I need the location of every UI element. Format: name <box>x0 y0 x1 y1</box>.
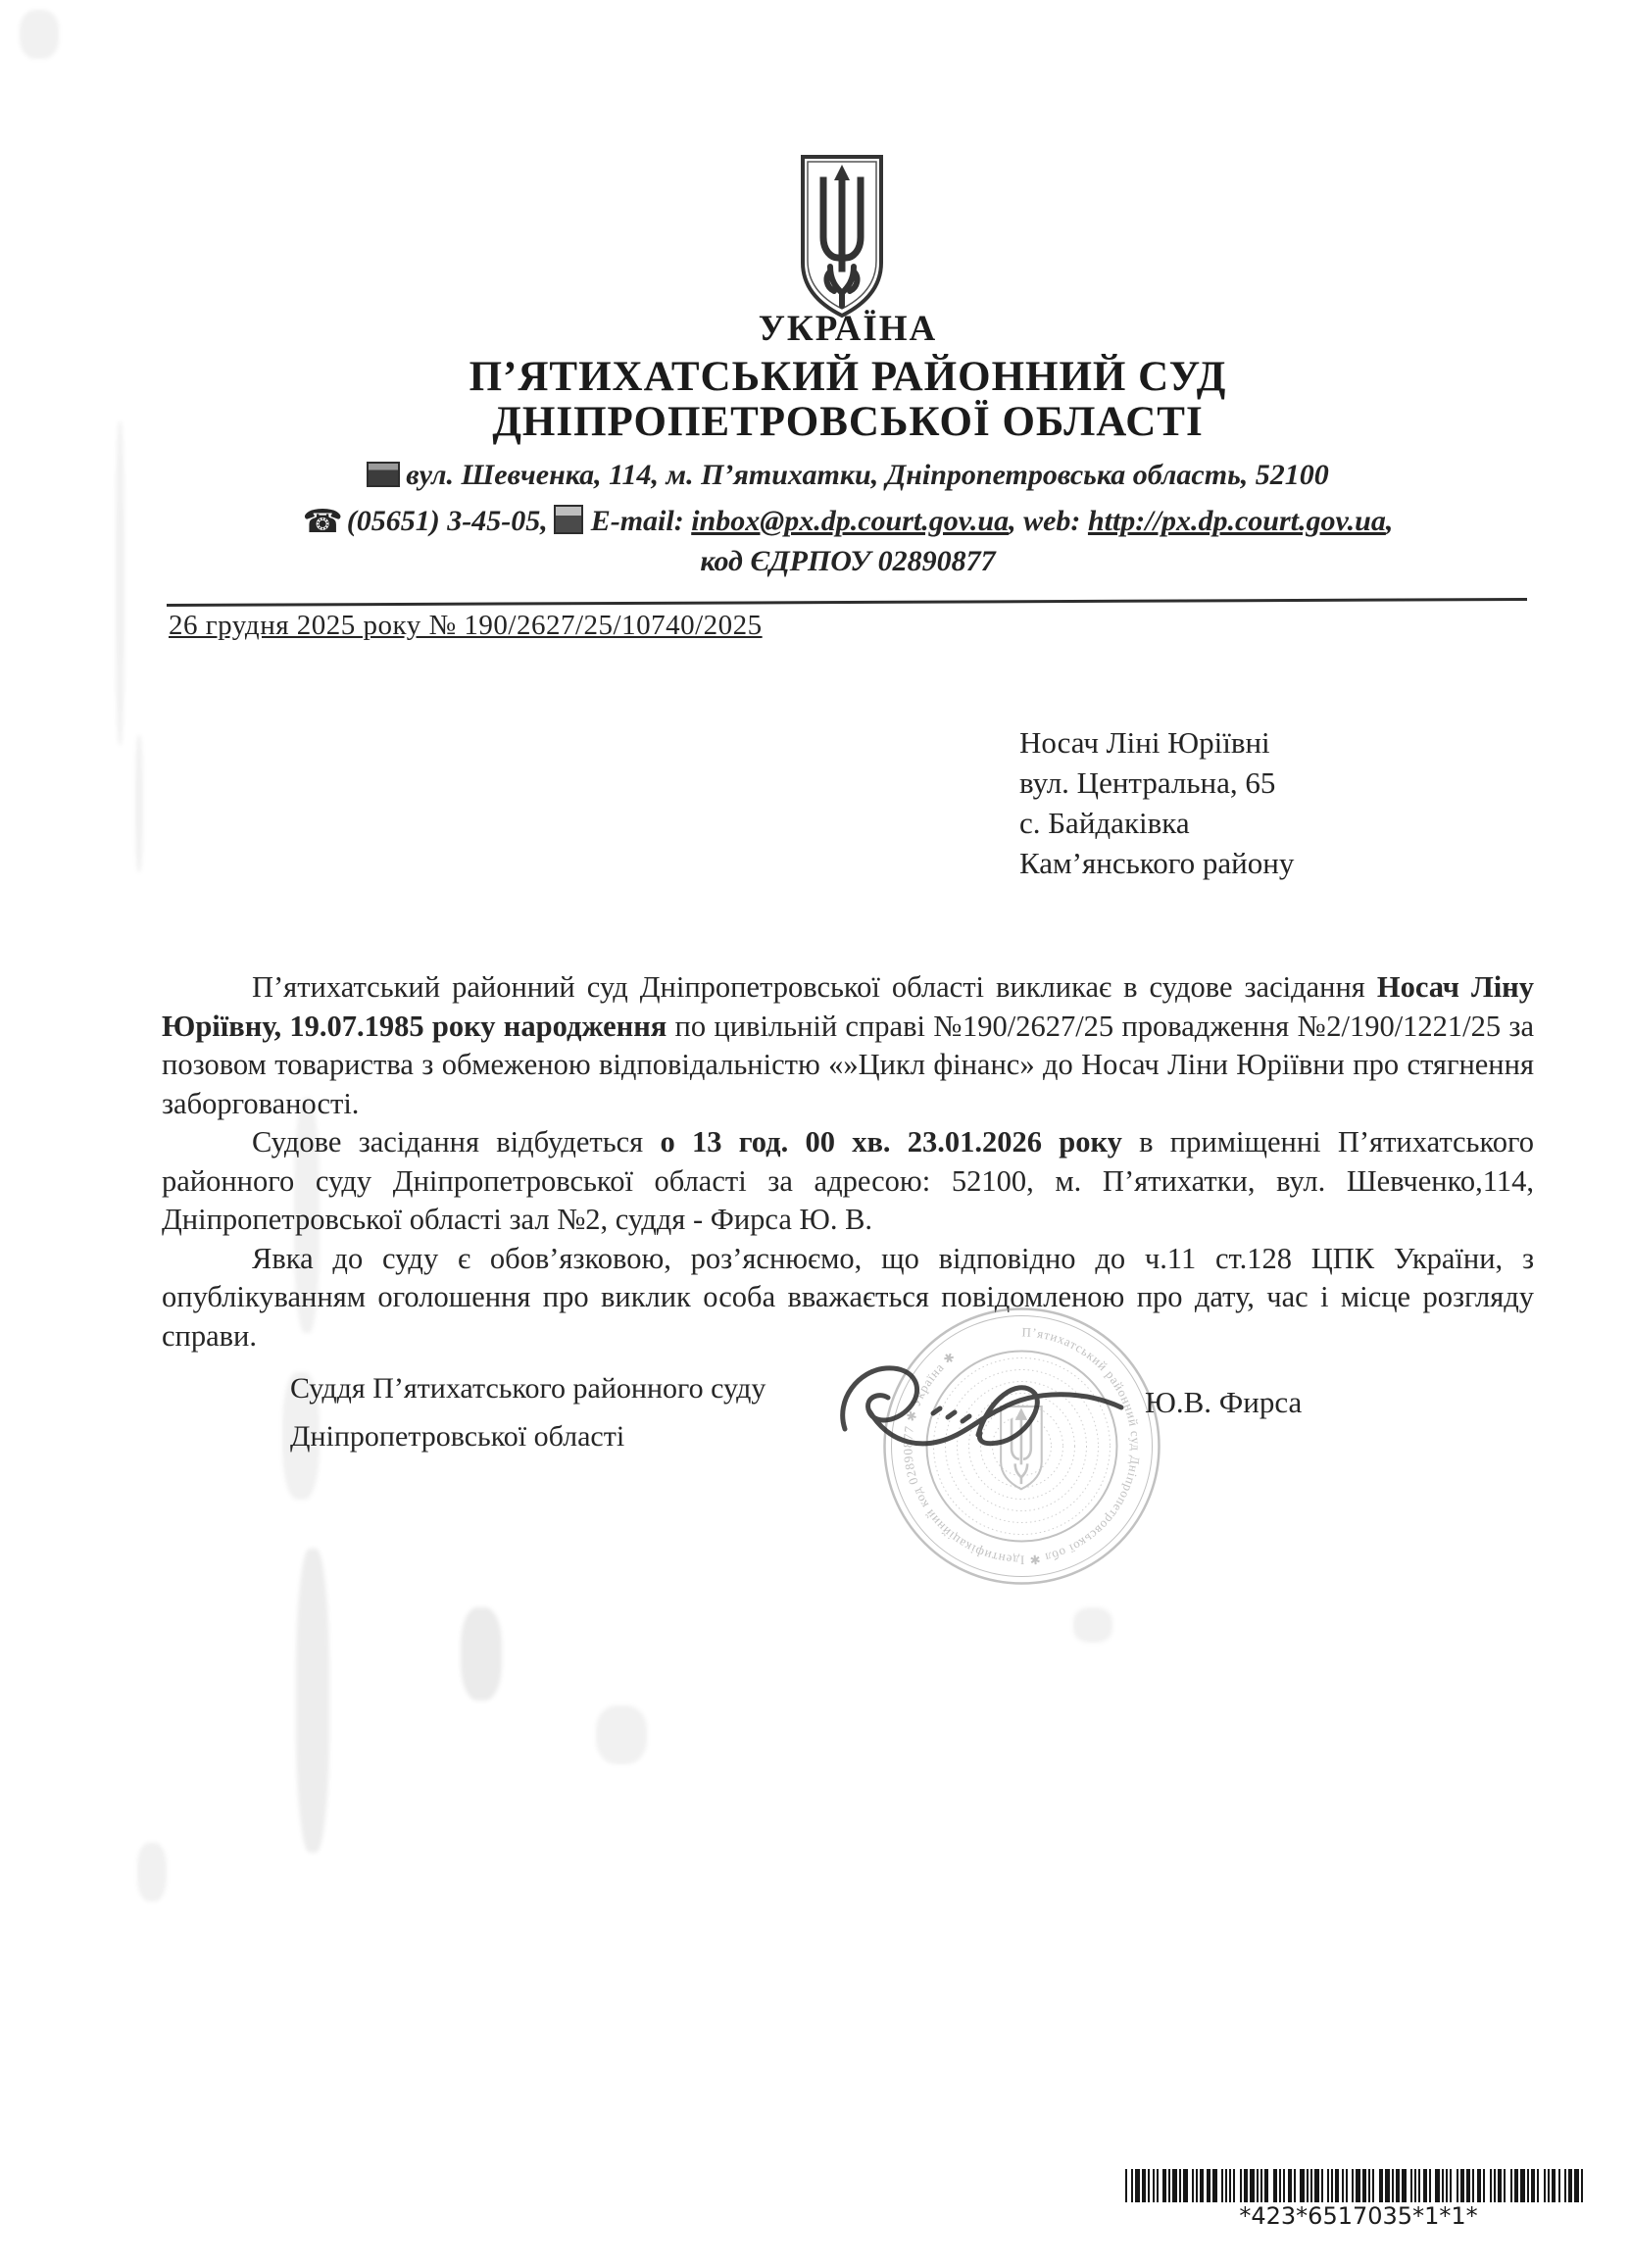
web-link[interactable]: http://px.dp.court.gov.ua <box>1087 505 1386 537</box>
header-divider-line <box>167 598 1527 607</box>
scan-smudge <box>294 1098 320 1333</box>
edrpou-code: код ЄДРПОУ 02890877 <box>700 545 996 577</box>
document-barcode <box>1125 2169 1592 2232</box>
barcode-bars <box>1125 2169 1592 2202</box>
judge-signature-handwriting <box>831 1345 1155 1460</box>
court-address-line <box>64 459 1630 492</box>
scan-smudge <box>596 1705 647 1764</box>
comma: , <box>1009 505 1016 537</box>
court-contacts-line <box>64 502 1630 540</box>
comma: , <box>1385 505 1394 537</box>
court-name-line2: ДНІПРОПЕТРОВСЬКОЇ ОБЛАСТІ <box>492 399 1204 445</box>
p1-case-text: по цивільній справі №190/2627/25 провадження №2/190/1221/25 за позовом товариства з обмеженою відповідальністю «»Цикл фінанс» до Носач Ліни Юріївни про стягнення заборгованості. <box>162 1009 1534 1120</box>
scan-smudge <box>137 1843 167 1901</box>
p2-text: Судове засідання відбудеться <box>252 1125 661 1159</box>
scan-smudge <box>461 1607 502 1701</box>
envelope-icon <box>367 462 400 487</box>
paragraph-obligation: Явка до суду є обов’язковою, роз’яснюємо, що відповідно до ч.11 ст.128 ЦПК України, з опублікуванням оголошення про виклик особа вважається повідомленою про дату, час і місце розгляду справи. <box>162 1241 1534 1353</box>
recipient-street: вул. Центральна, 65 <box>1019 765 1276 800</box>
seal-circular-text: П’ятихатський районний суд Дніпропетровської обл ✱ Ідентифікаційний код 02890877 ✱ Україна ✱ <box>900 1324 1144 1568</box>
p1-text: П’ятихатський районний суд Дніпропетровської області викликає в судове засідання <box>252 970 1377 1004</box>
judge-title-line2: Дніпропетровської області <box>290 1420 625 1453</box>
paragraph-hearing <box>162 1123 1534 1240</box>
scan-smudge <box>296 1549 329 1852</box>
paragraph-summons <box>162 968 1534 1123</box>
barcode-label: *423*6517035*1*1* <box>1239 2202 1478 2230</box>
country-name: УКРАЇНА <box>758 309 938 349</box>
court-name-line1: П’ЯТИХАТСЬКИЙ РАЙОННИЙ СУД <box>469 354 1227 400</box>
date-and-case-reference: 26 грудня 2025 року № 190/2627/25/10740/2025 <box>169 610 763 641</box>
scan-smudge <box>20 10 59 59</box>
ukraine-trident-emblem-icon <box>797 153 887 321</box>
web-label: web: <box>1023 505 1081 537</box>
p2-datetime-bold: о 13 год. 00 хв. 23.01.2026 року <box>660 1125 1122 1159</box>
recipient-village: с. Байдаківка <box>1019 806 1190 840</box>
judge-title-line1: Суддя П’ятихатського районного суду <box>290 1372 766 1405</box>
judge-title-block <box>290 1364 766 1460</box>
p1-defendant-bold: Носач Ліну Юріївну, 19.07.1985 року народження <box>162 970 1534 1043</box>
scan-smudge <box>116 421 124 745</box>
email-link[interactable]: inbox@px.dp.court.gov.ua <box>691 505 1010 537</box>
email-label: E-mail: <box>590 505 684 537</box>
scan-smudge <box>135 735 143 872</box>
recipient-district: Кам’янського району <box>1019 846 1295 880</box>
diskette-icon <box>554 505 583 534</box>
recipient-name: Носач Ліні Юріївні <box>1019 725 1270 760</box>
scan-smudge <box>1073 1607 1112 1643</box>
court-address: вул. Шевченка, 114, м. П’ятихатки, Дніпропетровська область, 52100 <box>406 459 1329 491</box>
recipient-address-block <box>1019 722 1294 883</box>
telephone-icon: ☎ <box>302 502 343 540</box>
judge-name: Ю.В. Фирса <box>1145 1385 1303 1419</box>
letter-body <box>162 968 1534 1356</box>
p2-location-text: в приміщенні П’ятихатського районного суду Дніпропетровської області за адресою: 52100, м. П’ятихатки, вул. Шевченко,114, Дніпропетровської області зал №2, суддя - Фирса Ю. В. <box>162 1125 1534 1236</box>
court-phone: (05651) 3-45-05, <box>346 505 548 537</box>
scan-smudge <box>282 1372 320 1500</box>
